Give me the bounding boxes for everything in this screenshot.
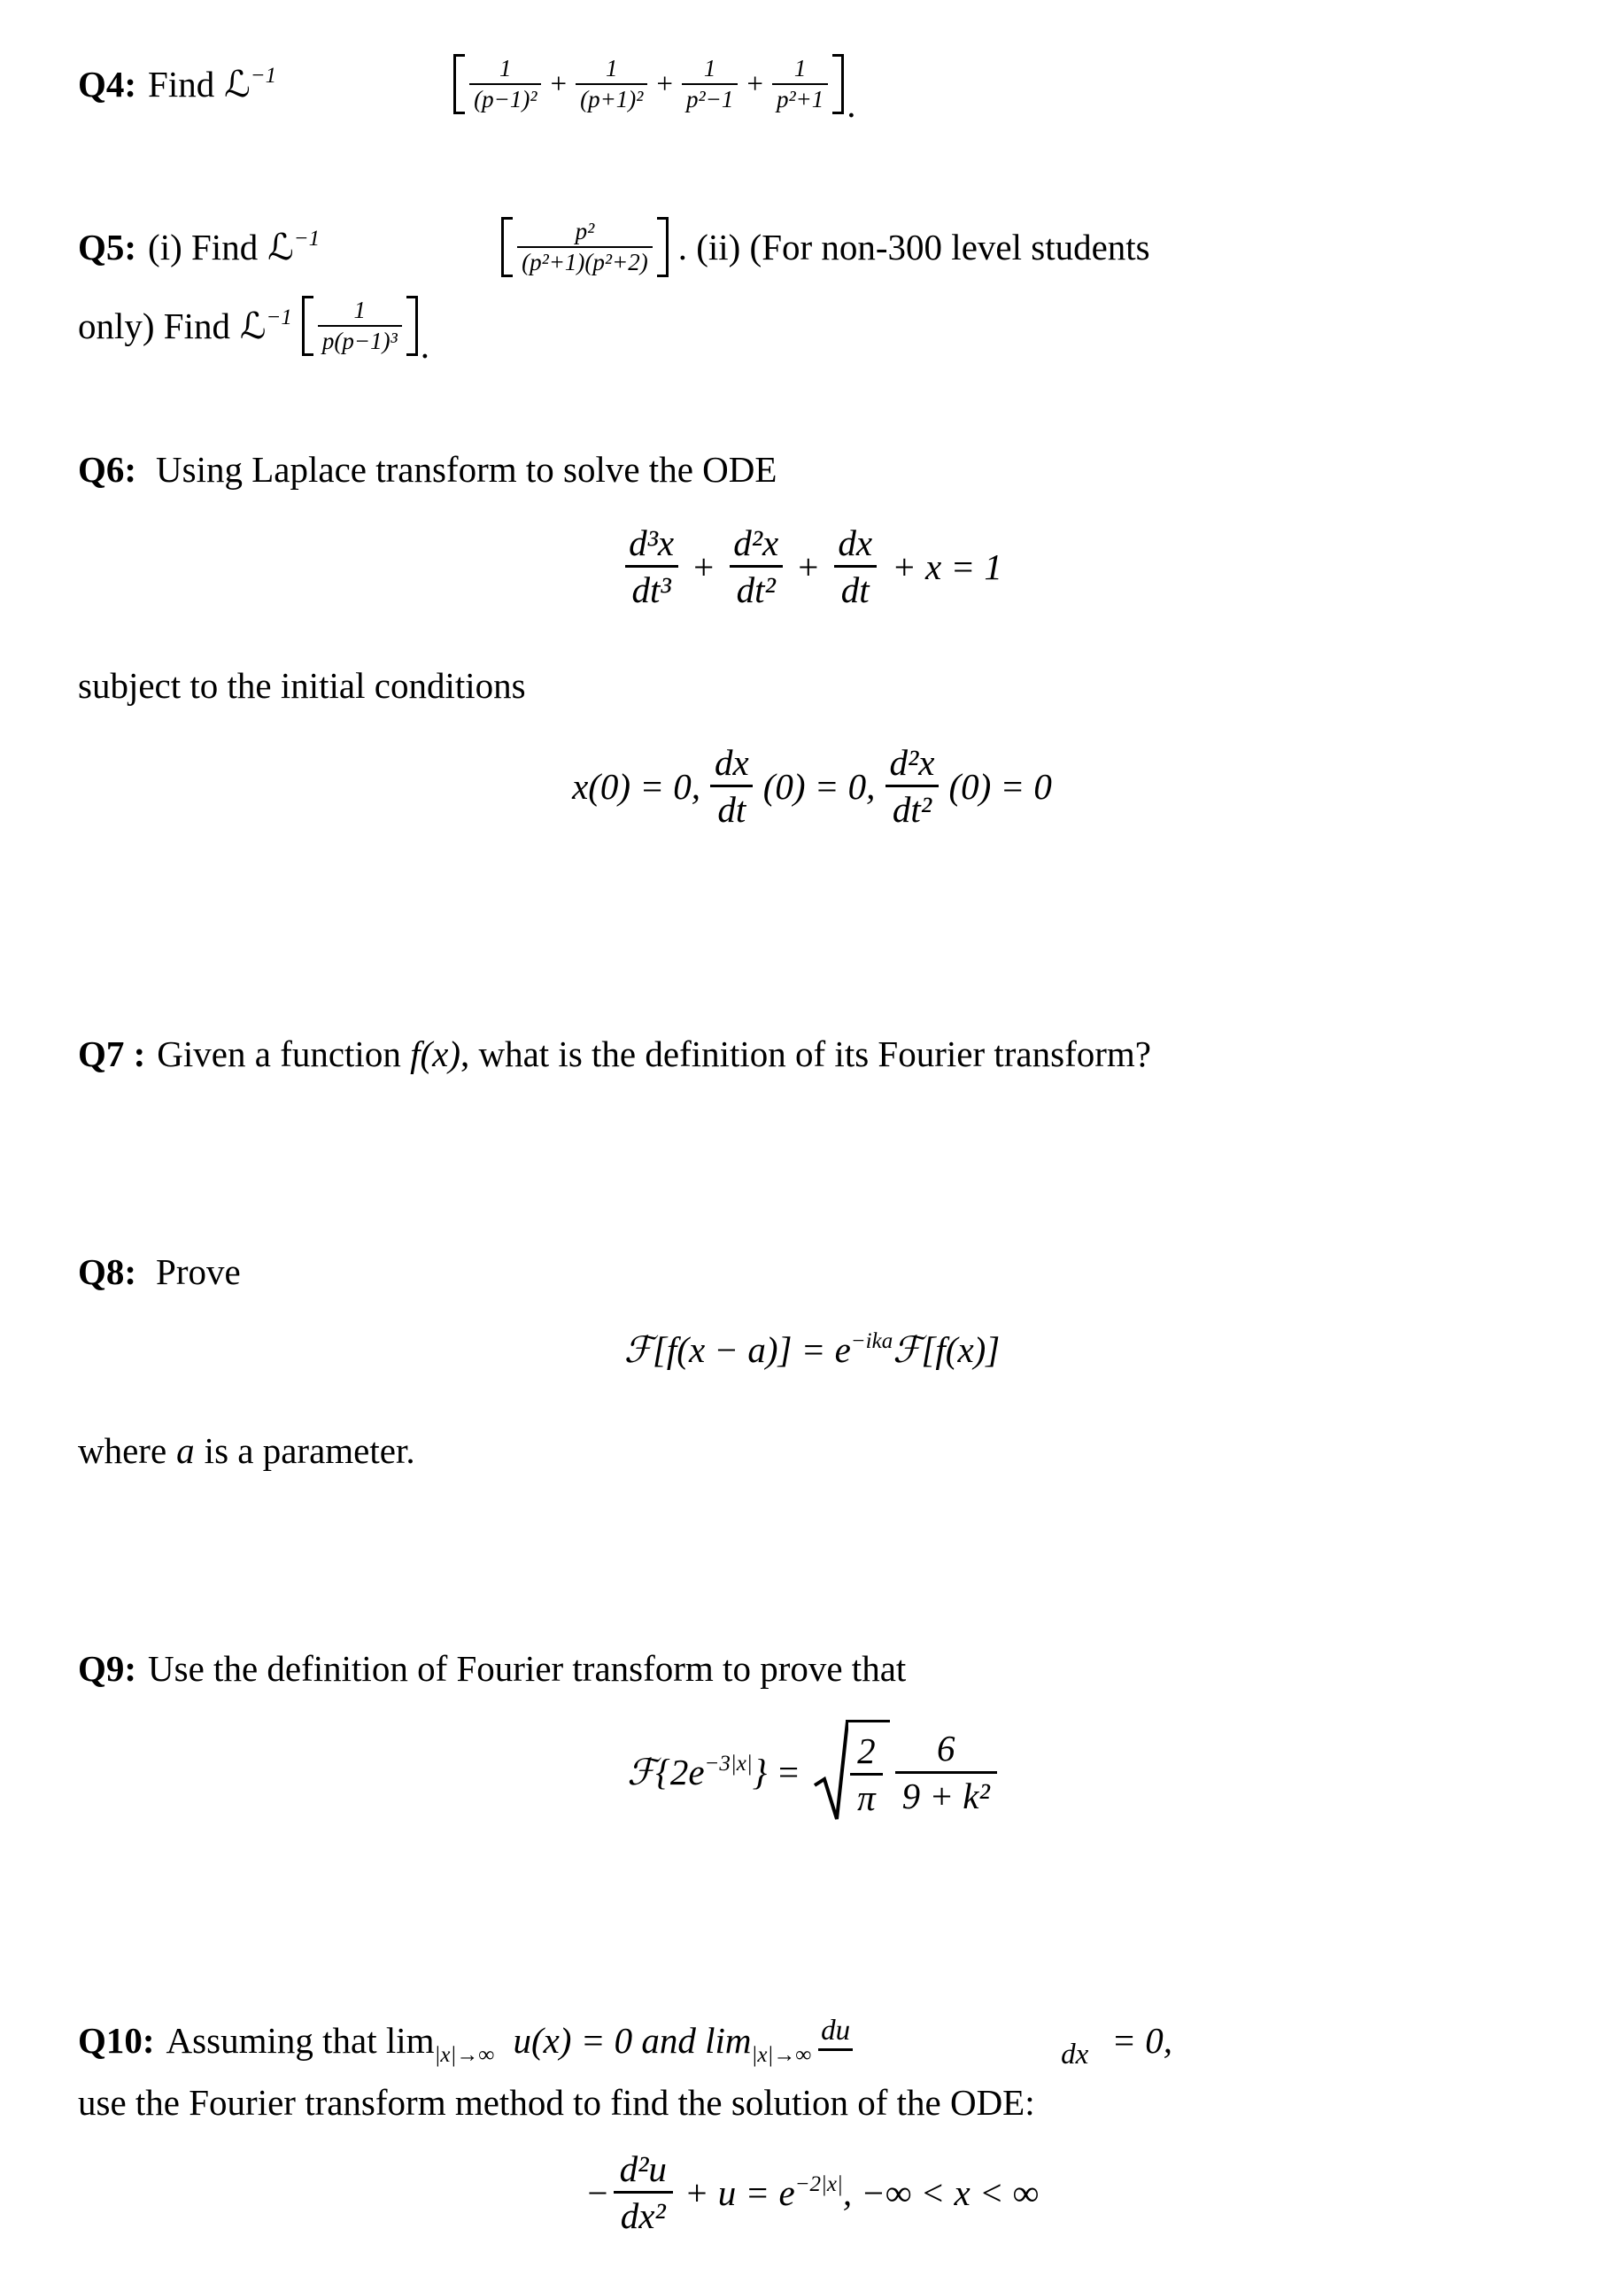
limit-subscript: |x|→∞ (434, 2043, 495, 2067)
derivative-denominator: dx (1061, 2039, 1089, 2070)
denominator: dt² (885, 785, 939, 832)
question-9-header (78, 1647, 906, 1690)
q6-label: Q6: (78, 449, 137, 490)
right-bracket (657, 217, 669, 277)
plus-operator: + (550, 67, 568, 100)
q5-bracket-expression (501, 212, 669, 283)
numerator: 1 (703, 54, 716, 81)
numerator: dx (838, 522, 873, 563)
q7-label: Q7 : (78, 1033, 146, 1074)
denominator: (p+1)² (576, 83, 647, 114)
denominator: (p²+1)(p²+2) (517, 246, 653, 277)
equation-tail: + x = 1 (892, 546, 1002, 587)
q9-title: Use the definition of Fourier transform to prove that (148, 1648, 907, 1689)
fraction (682, 54, 738, 114)
q10-line2-text: use the Fourier transform method to find the solution of the ODE: (78, 2082, 1035, 2123)
denominator: dx² (614, 2191, 673, 2238)
question-5-line2 (78, 280, 429, 372)
ic-segment: (0) = 0, (762, 765, 876, 807)
denominator: dt³ (625, 565, 678, 612)
fraction (726, 521, 785, 613)
numerator: p² (575, 217, 595, 244)
numerator: d²u (619, 2148, 667, 2189)
plus-operator: + (693, 546, 715, 587)
ic-segment: (0) = 0 (948, 765, 1052, 807)
right-bracket (406, 296, 418, 356)
q5-bracket-expression-2 (302, 290, 418, 361)
q7-text-pre: Given a function (157, 1033, 401, 1074)
q10-line1-tail: = 0, (1111, 2020, 1172, 2061)
question-4 (78, 37, 856, 131)
q7-fx-math: f(x) (410, 1033, 460, 1074)
right-bracket (832, 54, 844, 114)
inverse-exponent: −1 (293, 227, 321, 251)
denominator: π (850, 1773, 883, 1820)
q6-initial-conditions (0, 740, 1624, 832)
q9-label: Q9: (78, 1648, 137, 1689)
numerator: dx (715, 742, 749, 783)
minus-operator: − (584, 2171, 610, 2213)
q7-text-post: , what is the definition of its Fourier transform? (460, 1033, 1151, 1074)
fraction (895, 1726, 997, 1818)
q8-where-line (78, 1429, 415, 1472)
q4-intro: Find (148, 64, 215, 104)
parameter-variable: a (176, 1430, 195, 1471)
period: . (847, 84, 856, 125)
radical-sign-icon (813, 1720, 848, 1824)
denominator: p(p−1)³ (318, 325, 402, 356)
q10-equation-rhs (684, 2171, 1039, 2214)
equation-segment: } = (752, 1752, 801, 1792)
radicand (846, 1720, 890, 1821)
q9-equation-lhs (627, 1751, 800, 1793)
numerator: 1 (605, 54, 618, 81)
q6-subject-line (78, 664, 526, 707)
fraction (772, 54, 828, 114)
numerator: d³x (629, 522, 675, 563)
q10-text-mid: u(x) = 0 and lim (513, 2020, 752, 2061)
fraction (318, 296, 402, 356)
subject-text: subject to the initial conditions (78, 665, 526, 706)
numerator: 1 (793, 54, 807, 81)
q5-label: Q5: (78, 227, 137, 267)
numerator: 6 (936, 1728, 955, 1769)
derivative-numerator: du (818, 2015, 853, 2051)
fraction (831, 521, 879, 613)
where-pre: where (78, 1430, 167, 1471)
q6-title: Using Laplace transform to solve the ODE (156, 449, 777, 490)
equation-segment: + u = e (684, 2171, 795, 2213)
q8-label: Q8: (78, 1251, 137, 1292)
equation-segment: ℱ[f(x − a)] = e (623, 1329, 851, 1370)
exponent: −3|x| (704, 1752, 753, 1776)
question-6-header (78, 448, 777, 491)
equation-segment: ℱ[f(x)] (893, 1329, 1001, 1370)
inverse-laplace-operator (267, 226, 320, 268)
q10-label: Q10: (78, 2020, 155, 2061)
q6-ode-equation (0, 521, 1624, 613)
exponent: −2|x| (794, 2171, 843, 2196)
q5-intro: (i) Find (148, 227, 259, 267)
denominator: 9 + k² (895, 1771, 997, 1818)
q10-text-pre: Assuming that lim (166, 2020, 435, 2061)
fraction (517, 217, 653, 277)
denominator: dt (834, 565, 877, 612)
script-L-symbol: ℒ (267, 226, 294, 268)
numerator: 1 (499, 54, 512, 81)
left-bracket (302, 296, 313, 356)
question-7 (78, 1033, 1151, 1075)
denominator: p²+1 (772, 83, 828, 114)
fraction (708, 740, 756, 832)
numerator: 1 (353, 296, 367, 323)
equation-segment: ℱ{2e (627, 1752, 705, 1792)
inverse-laplace-operator (240, 305, 292, 347)
fraction (613, 2147, 674, 2239)
fraction (850, 1729, 883, 1821)
q8-title: Prove (156, 1251, 241, 1292)
plus-operator: + (656, 67, 673, 100)
question-10-line2 (78, 2081, 1035, 2124)
q9-equation (0, 1720, 1624, 1824)
fraction (469, 54, 541, 114)
q5-continuation-text: . (ii) (For non-300 level students (677, 227, 1150, 267)
q8-equation (0, 1328, 1624, 1371)
square-root (813, 1720, 890, 1824)
exponent: −ika (850, 1329, 893, 1353)
plus-operator: + (798, 546, 819, 587)
q8-equation-body (624, 1328, 1001, 1371)
ic-segment: x(0) = 0, (572, 765, 700, 807)
q5-line2-intro: only) Find (78, 306, 230, 346)
denominator: dt² (730, 565, 783, 612)
question-8-header (78, 1250, 241, 1293)
equation-segment: , −∞ < x < ∞ (842, 2171, 1040, 2213)
q4-bracket-expression (453, 49, 844, 120)
script-L-symbol: ℒ (240, 305, 267, 347)
fraction (576, 54, 647, 114)
plus-operator: + (746, 67, 763, 100)
fraction (882, 740, 941, 832)
where-post: is a parameter. (204, 1430, 415, 1471)
limit-subscript: |x|→∞ (751, 2043, 812, 2067)
inverse-laplace-operator (224, 63, 276, 105)
denominator: p²−1 (682, 83, 738, 114)
q4-label: Q4: (78, 64, 137, 104)
period: . (420, 325, 429, 366)
q10-equation (0, 2147, 1624, 2239)
numerator: 2 (857, 1730, 876, 1771)
numerator: d²x (733, 522, 779, 563)
question-10-line1 (78, 2015, 1172, 2070)
left-bracket (501, 217, 513, 277)
script-L-symbol: ℒ (224, 63, 251, 105)
numerator: d²x (889, 742, 935, 783)
inverse-exponent: −1 (250, 64, 277, 88)
denominator: (p−1)² (469, 83, 541, 114)
left-bracket (453, 54, 465, 114)
inverse-exponent: −1 (266, 306, 292, 329)
denominator: dt (710, 785, 753, 832)
fraction (622, 521, 681, 613)
